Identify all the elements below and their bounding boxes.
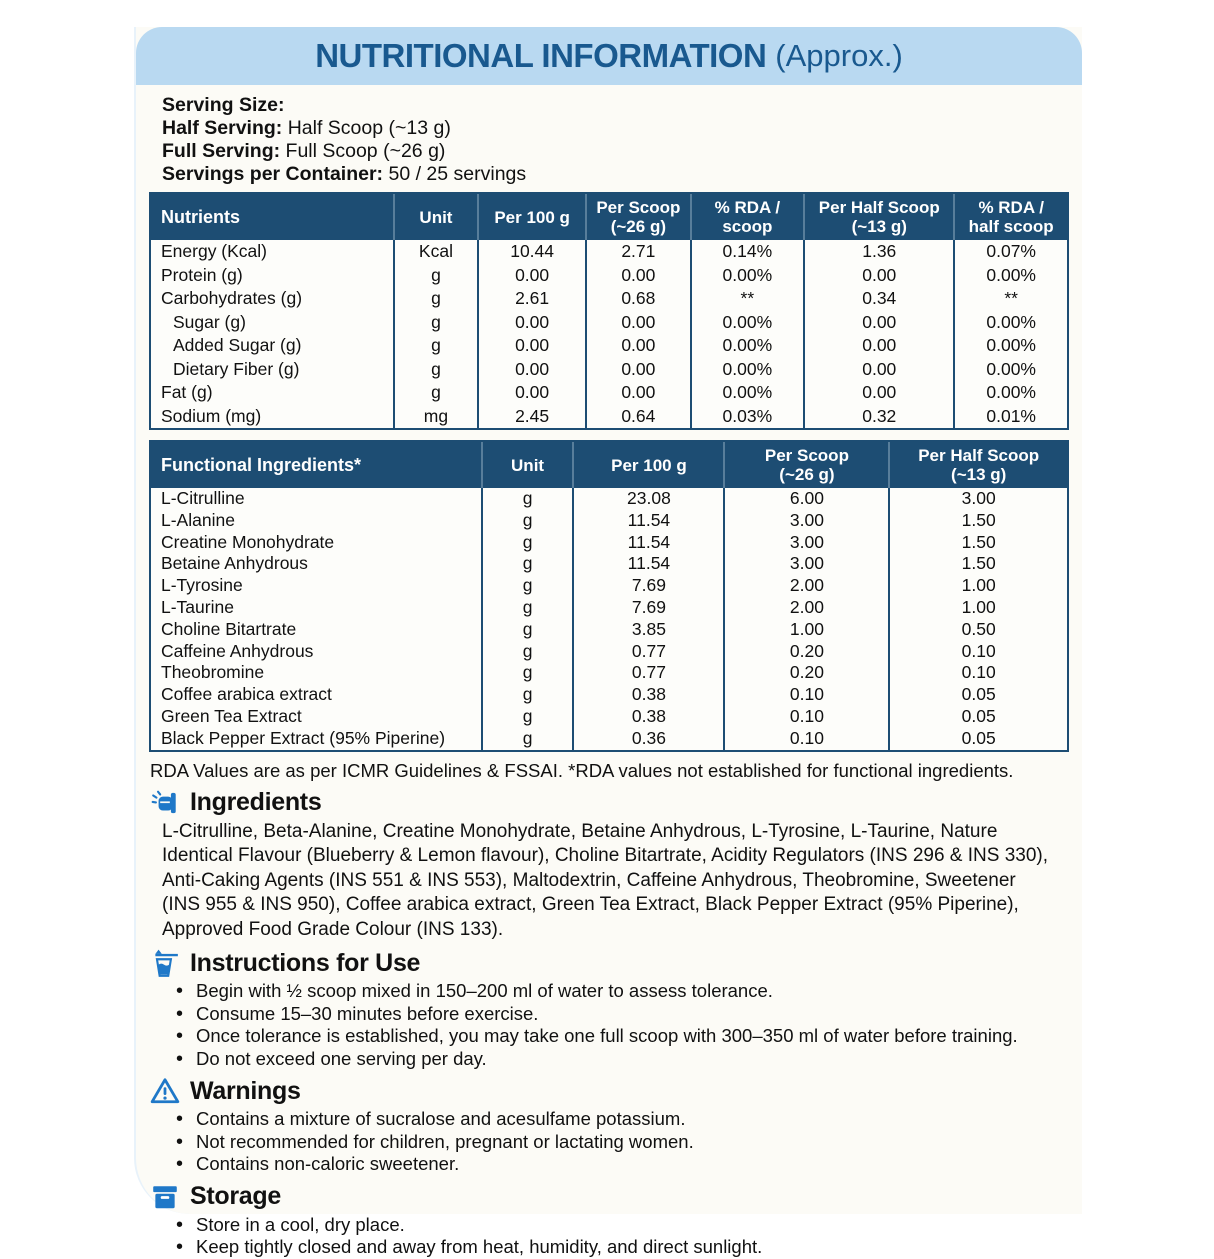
- row-label-cell: Choline Bitartrate: [161, 618, 297, 639]
- value-cell: Kcal: [393, 240, 477, 264]
- value-cell: **: [953, 287, 1067, 311]
- col-header-per-half-scoop: Per Half Scoop (~13 g): [888, 442, 1067, 488]
- value-cell: 2.00: [723, 597, 888, 619]
- col-header-per-scoop: Per Scoop (~26 g): [723, 442, 888, 488]
- functional-ingredients-table: [149, 440, 1069, 752]
- nutrients-table-body: [151, 240, 1067, 428]
- value-cell: 0.00: [477, 311, 585, 335]
- value-cell: 3.00: [723, 532, 888, 554]
- bullet-item: • Keep tightly closed and away from heat, humidity, and direct sunlight.: [196, 1236, 1062, 1259]
- table-row: [151, 510, 1067, 532]
- value-cell: 2.71: [585, 240, 689, 264]
- value-cell: 1.36: [803, 240, 953, 264]
- nutrients-table-wrap: [149, 192, 1069, 430]
- value-cell: 0.05: [888, 728, 1067, 750]
- value-cell: 0.00: [585, 311, 689, 335]
- ingredients-heading: Ingredients: [190, 788, 322, 817]
- row-label-cell: Sugar (g): [173, 311, 246, 332]
- value-cell: 0.05: [888, 684, 1067, 706]
- value-cell: 0.00: [585, 358, 689, 382]
- value-cell: 3.00: [888, 488, 1067, 510]
- col-header-functional-ingredients: Functional Ingredients*: [151, 442, 481, 488]
- bullet-item: • Store in a cool, dry place.: [196, 1214, 1062, 1237]
- row-label-cell: Dietary Fiber (g): [173, 358, 300, 379]
- value-cell: g: [393, 287, 477, 311]
- value-cell: 0.01%: [953, 405, 1067, 429]
- row-label-cell: Theobromine: [161, 662, 265, 683]
- table-row: [151, 553, 1067, 575]
- value-cell: g: [481, 510, 573, 532]
- value-cell: g: [481, 728, 573, 750]
- value-cell: 3.00: [723, 553, 888, 575]
- table-row: [151, 358, 1067, 382]
- storage-box-icon: [150, 1182, 180, 1212]
- value-cell: g: [481, 575, 573, 597]
- value-cell: 0.07%: [953, 240, 1067, 264]
- table-row: [151, 597, 1067, 619]
- value-cell: 0.00: [803, 358, 953, 382]
- value-cell: mg: [393, 405, 477, 429]
- col-header-nutrients: Nutrients: [151, 194, 393, 240]
- value-cell: 0.38: [572, 706, 723, 728]
- value-cell: 3.00: [723, 510, 888, 532]
- table-row: [151, 287, 1067, 311]
- value-cell: 1.50: [888, 532, 1067, 554]
- bullet-item: • Begin with ½ scoop mixed in 150–200 ml of water to assess tolerance.: [196, 980, 1062, 1003]
- nutrients-table-header: [151, 194, 1067, 240]
- value-cell: 1.50: [888, 553, 1067, 575]
- value-cell: 0.00%: [690, 264, 804, 288]
- bullet-item: • Consume 15–30 minutes before exercise.: [196, 1003, 1062, 1026]
- instructions-bullets: [150, 980, 1062, 1070]
- value-cell: g: [481, 641, 573, 663]
- row-label-cell: Creatine Monohydrate: [161, 531, 335, 552]
- value-cell: 0.00: [477, 358, 585, 382]
- value-cell: 0.10: [723, 728, 888, 750]
- value-cell: 1.00: [723, 619, 888, 641]
- table-row: [151, 311, 1067, 335]
- value-cell: 6.00: [723, 488, 888, 510]
- scoop-glass-icon: [150, 948, 180, 978]
- value-cell: 0.00%: [953, 358, 1067, 382]
- value-cell: 0.00: [477, 334, 585, 358]
- value-cell: g: [393, 334, 477, 358]
- storage-section: [150, 1182, 1062, 1259]
- value-cell: 2.45: [477, 405, 585, 429]
- bullet-item: • Contains non-caloric sweetener.: [196, 1153, 1062, 1176]
- value-cell: 0.00%: [690, 311, 804, 335]
- value-cell: g: [481, 488, 573, 510]
- value-cell: 1.50: [888, 510, 1067, 532]
- row-label-cell: L-Citrulline: [161, 488, 245, 508]
- storage-bullets: [150, 1214, 1062, 1259]
- value-cell: 2.61: [477, 287, 585, 311]
- value-cell: 7.69: [572, 597, 723, 619]
- page-title: NUTRITIONAL INFORMATION: [315, 37, 767, 74]
- value-cell: 2.00: [723, 575, 888, 597]
- bullet-item: • Not recommended for children, pregnant or lactating women.: [196, 1131, 1062, 1154]
- nutrients-table: [149, 192, 1069, 430]
- value-cell: 7.69: [572, 575, 723, 597]
- row-label-cell: Energy (Kcal): [161, 241, 268, 261]
- title-band: [136, 27, 1082, 85]
- value-cell: 0.00%: [690, 334, 804, 358]
- row-label-cell: Added Sugar (g): [173, 335, 302, 355]
- col-header-rda-scoop: % RDA / scoop: [690, 194, 804, 240]
- serving-size-line: Serving Size:: [162, 94, 285, 116]
- col-header-per100g: Per 100 g: [477, 194, 585, 240]
- row-label-cell: Protein (g): [161, 264, 243, 285]
- value-cell: g: [481, 553, 573, 575]
- ingredients-text: L-Citrulline, Beta-Alanine, Creatine Monohydrate, Betaine Anhydrous, L-Tyrosine, L-Taurine, Nature Identical Flavour (Blueberry & Lemon flavour), Choline Bitartrate, Acidity Regulators (INS 296 & INS 330), Anti-Caking Agents (INS 551 & INS 553), Maltodextrin, Caffeine Anhydrous, Theobromine, Sweetener (INS 955 & INS 950), Coffee arabica extract, Green Tea Extract, Black Pepper Extract (95% Piperine), Approved Food Grade Colour (INS 133).: [162, 820, 1049, 940]
- table-row: [151, 619, 1067, 641]
- instructions-section: [150, 948, 1062, 1070]
- table-row: [151, 405, 1067, 429]
- col-header-per-scoop: Per Scoop (~26 g): [585, 194, 689, 240]
- table-row: [151, 728, 1067, 750]
- rda-note: RDA Values are as per ICMR Guidelines & FSSAI. *RDA values not established for functional ingredients.: [150, 759, 1014, 781]
- row-label-cell: Green Tea Extract: [161, 705, 302, 726]
- row-label-cell: Sodium (mg): [161, 405, 262, 426]
- value-cell: g: [481, 684, 573, 706]
- value-cell: 0.77: [572, 662, 723, 684]
- table-row: [151, 381, 1067, 405]
- value-cell: 3.85: [572, 619, 723, 641]
- row-label-cell: L-Tyrosine: [161, 575, 243, 596]
- value-cell: g: [481, 706, 573, 728]
- value-cell: **: [690, 287, 804, 311]
- bullet-item: • Do not exceed one serving per day.: [196, 1048, 1062, 1071]
- value-cell: 0.68: [585, 287, 689, 311]
- value-cell: 0.36: [572, 728, 723, 750]
- value-cell: 0.00: [803, 311, 953, 335]
- value-cell: 0.00%: [953, 264, 1067, 288]
- servings-per-container-line: Servings per Container: 50 / 25 servings: [162, 163, 527, 185]
- value-cell: 0.00%: [690, 381, 804, 405]
- page-title-suffix: (Approx.): [775, 38, 903, 73]
- value-cell: 0.03%: [690, 405, 804, 429]
- muscle-dumbbell-icon: [150, 788, 180, 818]
- row-label-cell: Carbohydrates (g): [161, 288, 303, 308]
- value-cell: g: [481, 597, 573, 619]
- value-cell: 0.14%: [690, 240, 804, 264]
- value-cell: 0.77: [572, 641, 723, 663]
- value-cell: 0.00: [803, 264, 953, 288]
- bullet-item: • Contains a mixture of sucralose and acesulfame potassium.: [196, 1108, 1062, 1131]
- ingredients-section: [150, 788, 1062, 943]
- warning-triangle-icon: [150, 1076, 180, 1106]
- value-cell: 0.32: [803, 405, 953, 429]
- functional-table-header: [151, 442, 1067, 488]
- table-row: [151, 264, 1067, 288]
- value-cell: g: [393, 381, 477, 405]
- value-cell: 0.00%: [690, 358, 804, 382]
- value-cell: g: [393, 264, 477, 288]
- table-row: [151, 684, 1067, 706]
- value-cell: 0.64: [585, 405, 689, 429]
- functional-table-wrap: [149, 440, 1069, 752]
- value-cell: g: [481, 619, 573, 641]
- value-cell: 0.00: [803, 381, 953, 405]
- row-label-cell: Caffeine Anhydrous: [161, 640, 314, 661]
- value-cell: g: [481, 662, 573, 684]
- col-header-per100g: Per 100 g: [572, 442, 723, 488]
- table-row: [151, 706, 1067, 728]
- col-header-rda-half-scoop: % RDA / half scoop: [953, 194, 1067, 240]
- value-cell: 0.20: [723, 641, 888, 663]
- value-cell: 11.54: [572, 532, 723, 554]
- value-cell: 0.38: [572, 684, 723, 706]
- value-cell: 0.00: [585, 264, 689, 288]
- bullet-item: • Once tolerance is established, you may take one full scoop with 300–350 ml of water before training.: [196, 1025, 1062, 1048]
- value-cell: 0.05: [888, 706, 1067, 728]
- value-cell: 0.34: [803, 287, 953, 311]
- warnings-section: [150, 1076, 1062, 1176]
- value-cell: 1.00: [888, 597, 1067, 619]
- warnings-bullets: [150, 1108, 1062, 1176]
- serving-info: [162, 94, 1058, 186]
- value-cell: 0.00: [585, 334, 689, 358]
- row-label-cell: Fat (g): [161, 382, 213, 402]
- row-label-cell: L-Taurine: [161, 596, 234, 617]
- table-row: [151, 641, 1067, 663]
- row-label-cell: Coffee arabica extract: [161, 684, 332, 705]
- table-row: [151, 334, 1067, 358]
- value-cell: 10.44: [477, 240, 585, 264]
- functional-table-body: [151, 488, 1067, 750]
- table-row: [151, 488, 1067, 510]
- value-cell: 0.50: [888, 619, 1067, 641]
- value-cell: g: [481, 532, 573, 554]
- full-serving-line: Full Serving: Full Scoop (~26 g): [162, 140, 446, 162]
- value-cell: 23.08: [572, 488, 723, 510]
- value-cell: 0.00: [803, 334, 953, 358]
- col-header-unit: Unit: [481, 442, 573, 488]
- value-cell: 0.10: [723, 684, 888, 706]
- table-row: [151, 532, 1067, 554]
- value-cell: 11.54: [572, 510, 723, 532]
- col-header-unit: Unit: [393, 194, 477, 240]
- table-row: [151, 575, 1067, 597]
- storage-heading: Storage: [190, 1182, 281, 1211]
- instructions-heading: Instructions for Use: [190, 948, 421, 977]
- value-cell: g: [393, 311, 477, 335]
- value-cell: 11.54: [572, 553, 723, 575]
- row-label-cell: Black Pepper Extract (95% Piperine): [161, 727, 446, 748]
- value-cell: 0.00%: [953, 381, 1067, 405]
- nutrition-label-card: [134, 27, 1082, 1258]
- value-cell: g: [393, 358, 477, 382]
- table-row: [151, 662, 1067, 684]
- value-cell: 0.10: [888, 641, 1067, 663]
- value-cell: 0.00: [585, 381, 689, 405]
- value-cell: 0.10: [723, 706, 888, 728]
- table-row: [151, 240, 1067, 264]
- value-cell: 0.10: [888, 662, 1067, 684]
- value-cell: 0.20: [723, 662, 888, 684]
- value-cell: 0.00%: [953, 334, 1067, 358]
- half-serving-line: Half Serving: Half Scoop (~13 g): [162, 117, 451, 139]
- value-cell: 1.00: [888, 575, 1067, 597]
- value-cell: 0.00: [477, 381, 585, 405]
- warnings-heading: Warnings: [190, 1076, 301, 1105]
- row-label-cell: L-Alanine: [161, 509, 235, 530]
- row-label-cell: Betaine Anhydrous: [161, 553, 308, 574]
- col-header-per-half-scoop: Per Half Scoop (~13 g): [803, 194, 953, 240]
- value-cell: 0.00%: [953, 311, 1067, 335]
- value-cell: 0.00: [477, 264, 585, 288]
